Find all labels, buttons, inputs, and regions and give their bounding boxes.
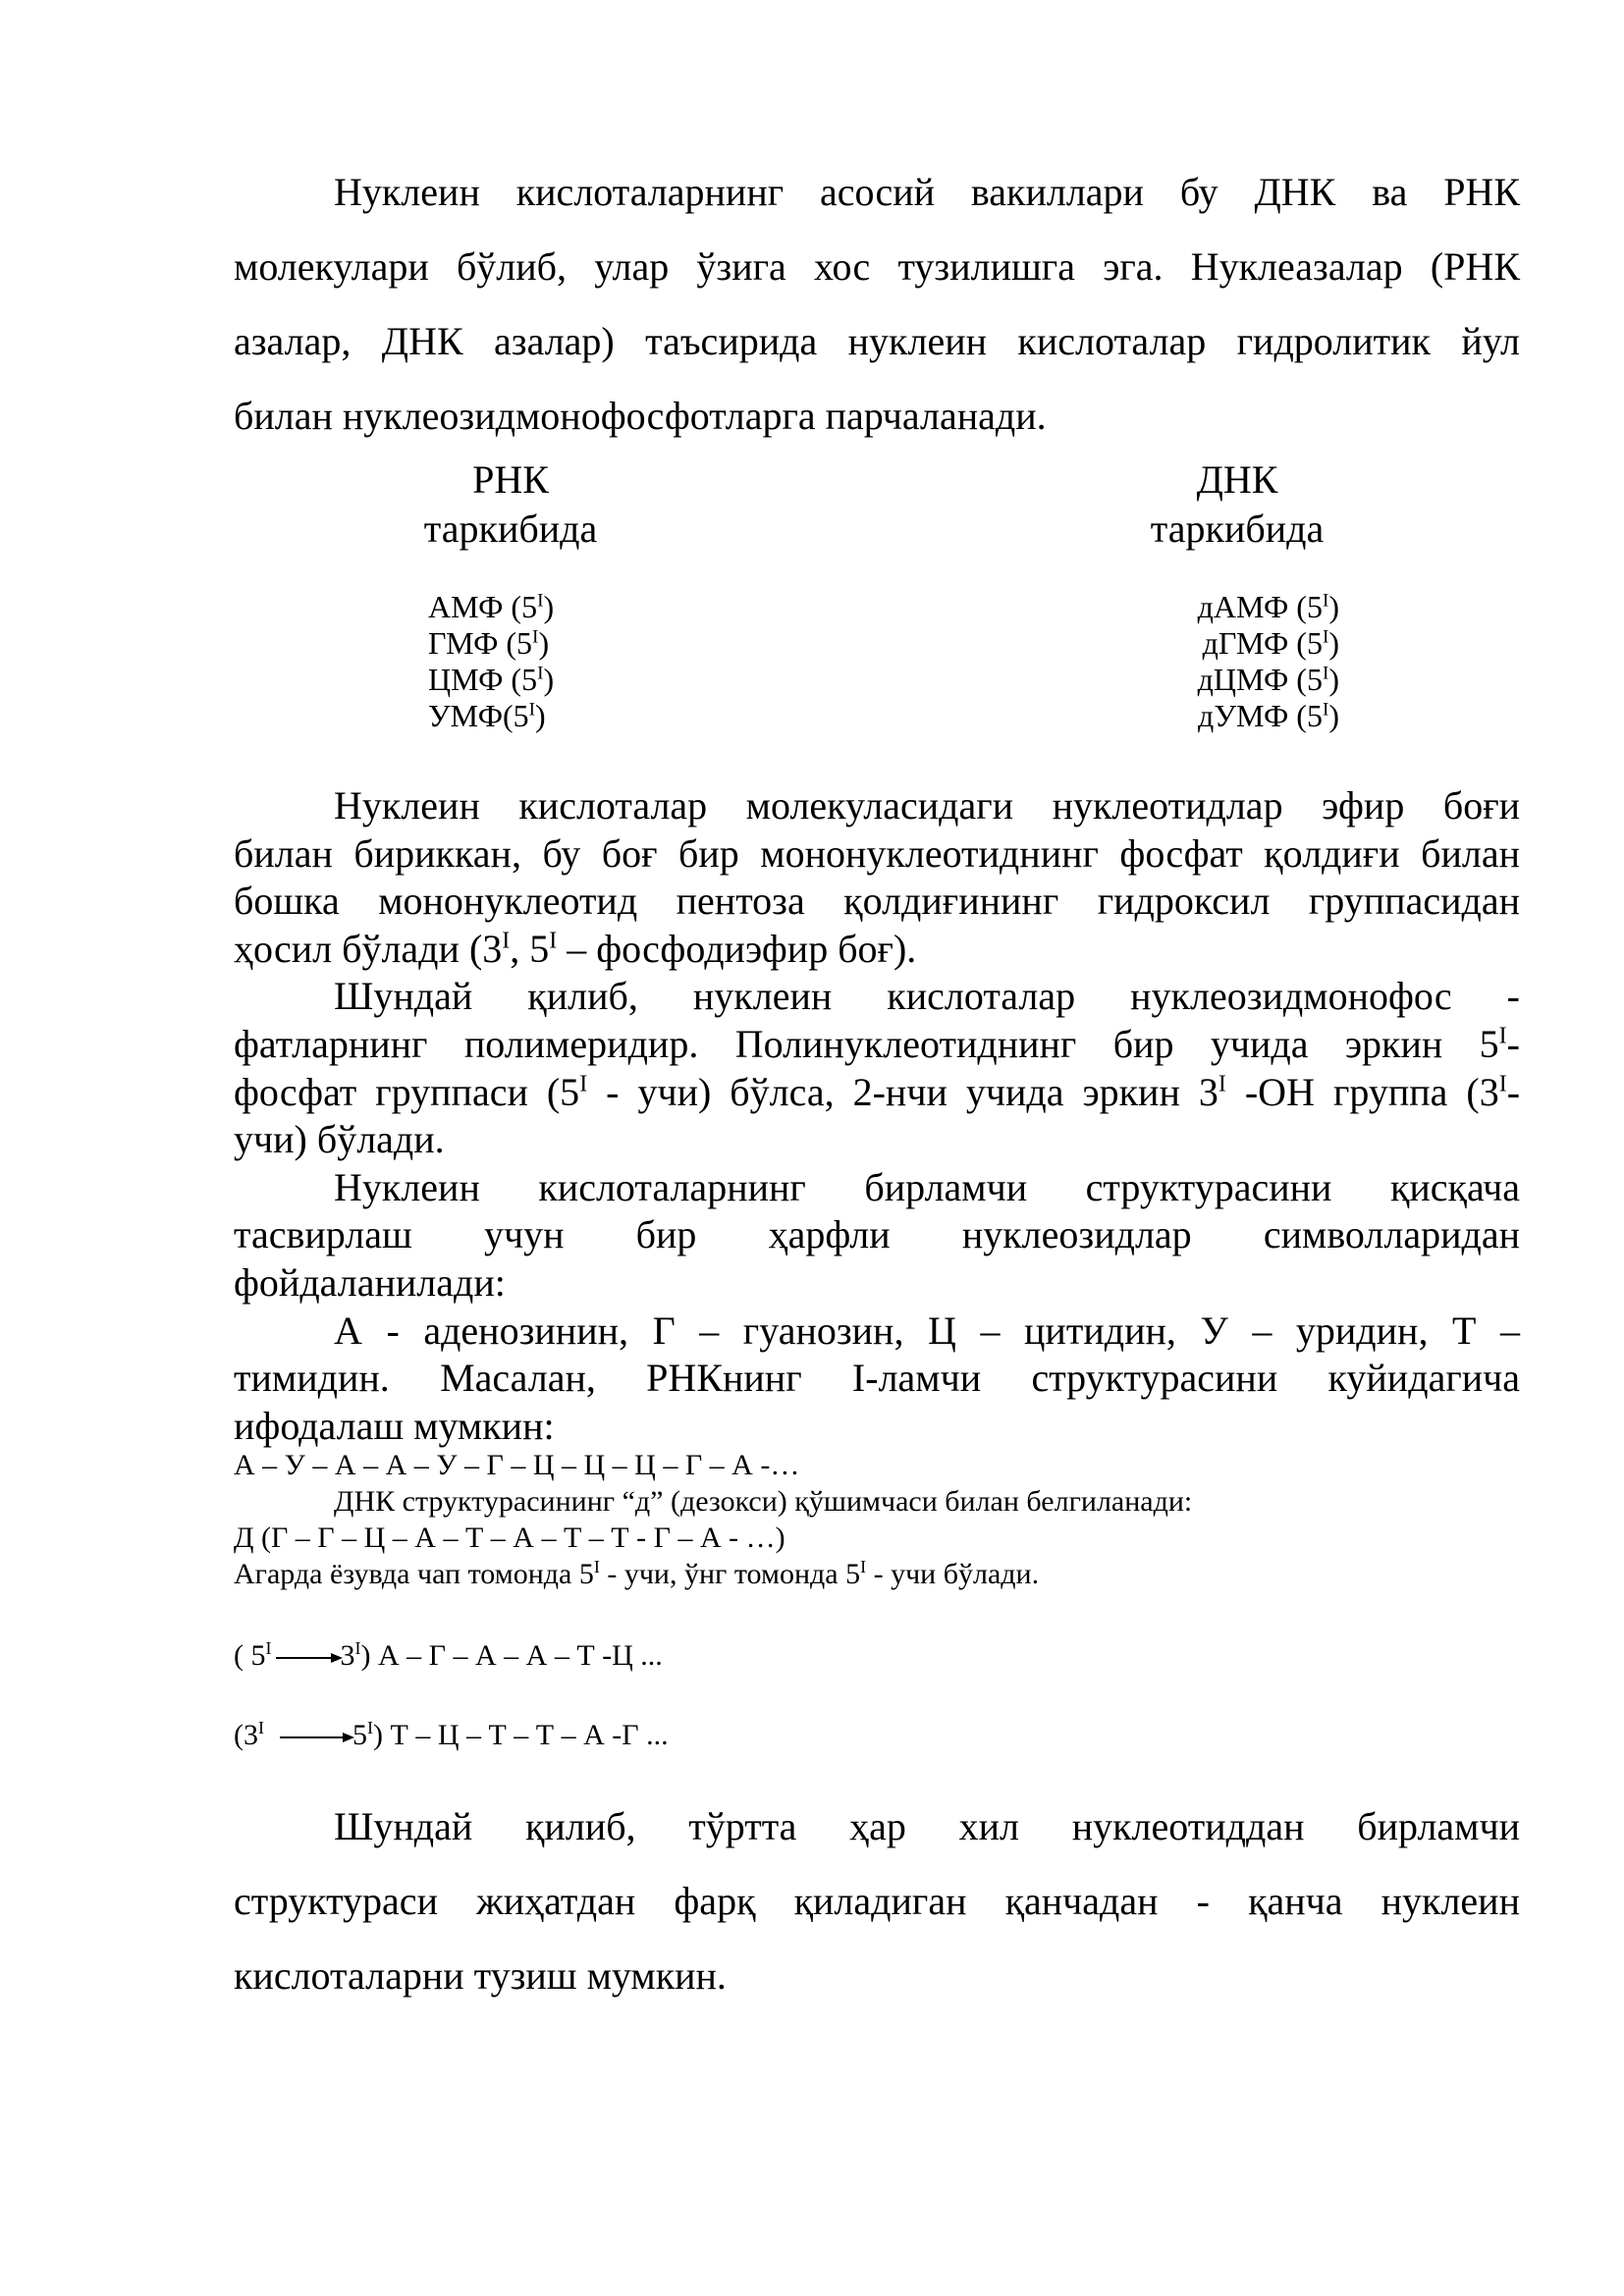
p2-line-2: билан бириккан, бу боғ бир мононуклеотиднинг фосфат қолдиғи билан xyxy=(234,830,1520,876)
dna-nucleotide-list xyxy=(1170,589,1339,734)
p3-line-2: фатларнинг полимеридир. Полинуклеотиднинг бир учида эркин $5^I-$ xyxy=(234,1021,1520,1066)
rna-sequence-example: А – У – А – А – У – Г – Ц – Ц – Ц – Г – А -… xyxy=(234,1449,800,1481)
body-paragraphs xyxy=(234,782,1520,1450)
p2-line-3: бошка мононуклеотид пентоза қолдиғининг гидроксил группасидан xyxy=(234,879,1520,924)
dna-item: дЦМФ $(5^I)$ xyxy=(1197,662,1339,697)
p3-line-4: учи) бўлади. xyxy=(234,1117,445,1162)
final-paragraph xyxy=(234,1789,1520,2013)
rna-item: ГМФ $(5^I)$ xyxy=(428,625,550,661)
direction-example-2: ($3^I$ $5^I$) Т – Ц – Т – Т – А -Г ... xyxy=(234,1718,669,1751)
rna-item: ЦМФ $(5^I)$ xyxy=(428,662,555,697)
p4-line-2: тасвирлаш учун бир ҳарфли нуклеозидлар символларидан xyxy=(234,1212,1520,1257)
dna-item: дУМФ $(5^I)$ xyxy=(1198,698,1339,733)
dna-sequence-example: Д (Г – Г – Ц – А – Т – А – Т – Т - Г – А - …) xyxy=(234,1522,785,1554)
direction-example-1: ( $5^I$ $3^I$) А – Г – А – А – Т -Ц ... xyxy=(234,1638,663,1672)
rna-header xyxy=(373,455,648,554)
right-arrow-icon xyxy=(274,1650,345,1666)
rna-item: АМФ $(5^I)$ xyxy=(428,589,555,624)
rna-nucleotide-list xyxy=(428,589,554,734)
final-line-1: Шундай қилиб, тўртта ҳар хил нуклеотиддан бирламчи xyxy=(334,1804,1520,1848)
final-line-3: кислоталарни тузиш мумкин. xyxy=(234,1953,727,1998)
p4-line-3: фойдаланилади: xyxy=(234,1259,506,1305)
intro-line-3: азалар, ДНК азалар) таъсирида нуклеин кислоталар гидролитик йул xyxy=(234,319,1520,363)
intro-line-4: билан нуклеозидмонофосфотларга парчаланади. xyxy=(234,394,1047,438)
sequence-notes xyxy=(234,1447,1520,1592)
dna-note: ДНК структурасининг “д” (дезокси) қўшимчаси билан белгиланади: xyxy=(334,1485,1193,1518)
p5-line-1: А - аденозинин, Г – гуанозин, Ц – цитидин, У – уридин, Т – xyxy=(334,1308,1520,1353)
right-arrow-icon xyxy=(278,1730,356,1745)
dna-item: дГМФ $(5^I)$ xyxy=(1202,625,1339,661)
dna-header xyxy=(1100,455,1375,554)
p3-line-3: фосфат группаси $(5^I - учи)$ бўлса, 2-нчи учида эркин $3^I$ -ОН группа ($3^I-$ xyxy=(234,1069,1521,1114)
intro-line-1: Нуклеин кислоталарнинг асосий вакиллари бу ДНК ва РНК xyxy=(334,170,1520,214)
dna-header-subtitle: таркибида xyxy=(1150,507,1325,551)
p5-line-2: тимидин. Масалан, РНКнинг I-ламчи структурасини куйидагича xyxy=(234,1356,1520,1401)
writing-direction-note: Агарда ёзувда чап томонда $5^I$ - учи, ўнг томонда $5^I$ - учи бўлади. xyxy=(234,1557,1040,1590)
intro-line-2: молекулари бўлиб, улар ўзига хос тузилишга эга. Нуклеазалар (РНК xyxy=(234,244,1520,289)
p4-line-1: Нуклеин кислоталарнинг бирламчи структурасини қисқача xyxy=(334,1164,1520,1209)
p2-line-1: Нуклеин кислоталар молекуласидаги нуклеотидлар эфир боғи xyxy=(334,783,1520,828)
rna-item: $УМФ(5^I)$ xyxy=(428,698,546,733)
final-line-2: структураси жиҳатдан фарқ қиладиган қанчадан - қанча нуклеин xyxy=(234,1879,1520,1923)
dna-item: дАМФ $(5^I)$ xyxy=(1197,589,1339,624)
dna-header-title: ДНК xyxy=(1196,457,1278,502)
p2-line-4: ҳосил бўлади ($3^I$, $5^I$ – фосфодиэфир боғ). xyxy=(234,926,917,971)
intro-paragraph xyxy=(234,155,1520,454)
rna-header-title: РНК xyxy=(472,457,549,502)
p3-line-1: Шундай қилиб, нуклеин кислоталар нуклеозидмонофос - xyxy=(334,974,1520,1019)
rna-header-subtitle: таркибида xyxy=(423,507,598,551)
p5-line-3: ифодалаш мумкин: xyxy=(234,1403,555,1448)
